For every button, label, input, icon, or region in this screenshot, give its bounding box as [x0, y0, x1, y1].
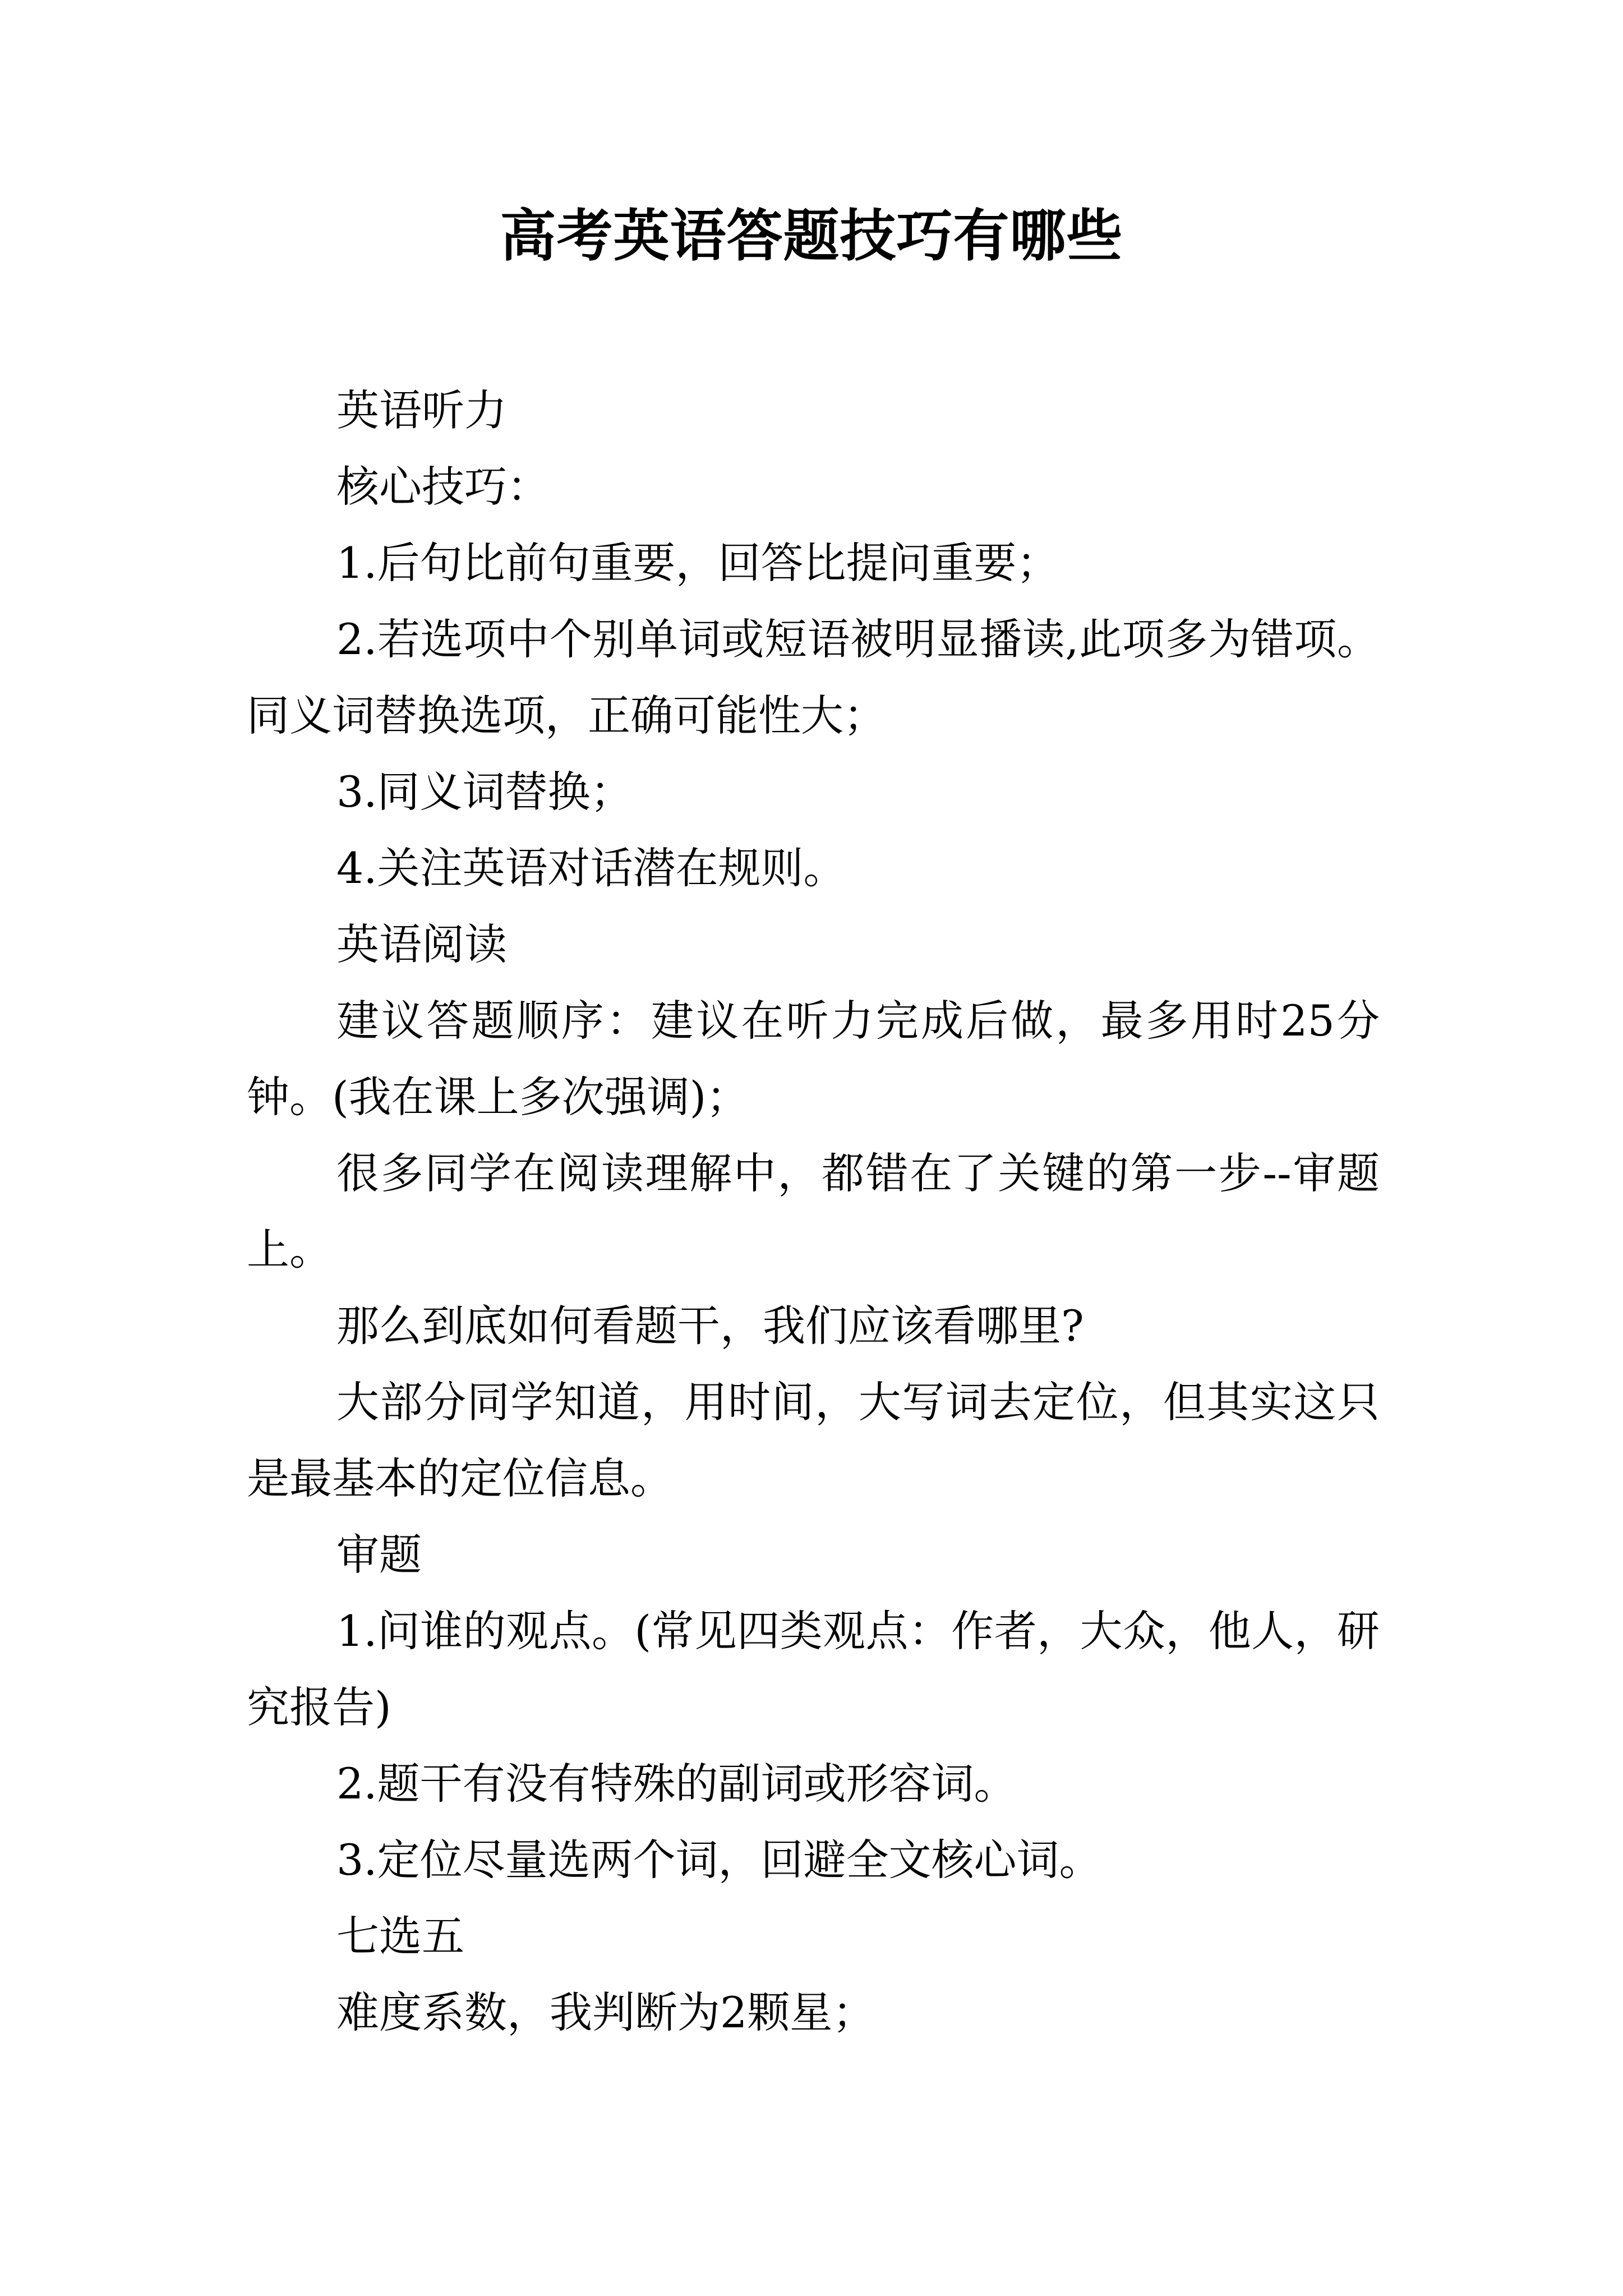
listening-tip-3: 3.同义词替换；	[336, 767, 633, 817]
section-heading-reading: 英语阅读	[336, 919, 507, 969]
examine-tip-2: 2.题干有没有特殊的副词或形容词。	[336, 1759, 1017, 1809]
section-heading-seven-choose-five: 七选五	[336, 1911, 464, 1961]
examine-tip-3: 3.定位尽量选两个词，回避全文核心词。	[336, 1835, 1102, 1885]
listening-tip-2: 2.若选项中个别单词或短语被明显播读,此项多为错项。同义词替换选项，正确可能性大；	[247, 614, 1380, 740]
paragraph-core-skills: 核心技巧：	[336, 462, 550, 512]
examine-tip-1: 1.问谁的观点。(常见四类观点：作者，大众，他人，研究报告)	[247, 1606, 1380, 1732]
paragraph-common-mistake: 很多同学在阅读理解中，都错在了关键的第一步--审题上。	[247, 1148, 1380, 1274]
paragraph-answer-order: 建议答题顺序：建议在听力完成后做，最多用时25分钟。(我在课上多次强调)；	[247, 996, 1380, 1122]
section-heading-listening: 英语听力	[336, 385, 507, 435]
paragraph-basic-location: 大部分同学知道，用时间，大写词去定位，但其实这只是最基本的定位信息。	[247, 1377, 1380, 1503]
listening-tip-4: 4.关注英语对话潜在规则。	[336, 843, 846, 893]
paragraph-question: 那么到底如何看题干，我们应该看哪里?	[336, 1301, 1084, 1351]
paragraph-difficulty: 难度系数，我判断为2颗星；	[336, 1987, 875, 2037]
listening-tip-1: 1.后句比前句重要，回答比提问重要；	[336, 538, 1059, 588]
section-heading-examine: 审题	[336, 1530, 422, 1580]
document-title: 高考英语答题技巧有哪些	[500, 203, 1123, 269]
document-body	[247, 372, 1380, 2051]
